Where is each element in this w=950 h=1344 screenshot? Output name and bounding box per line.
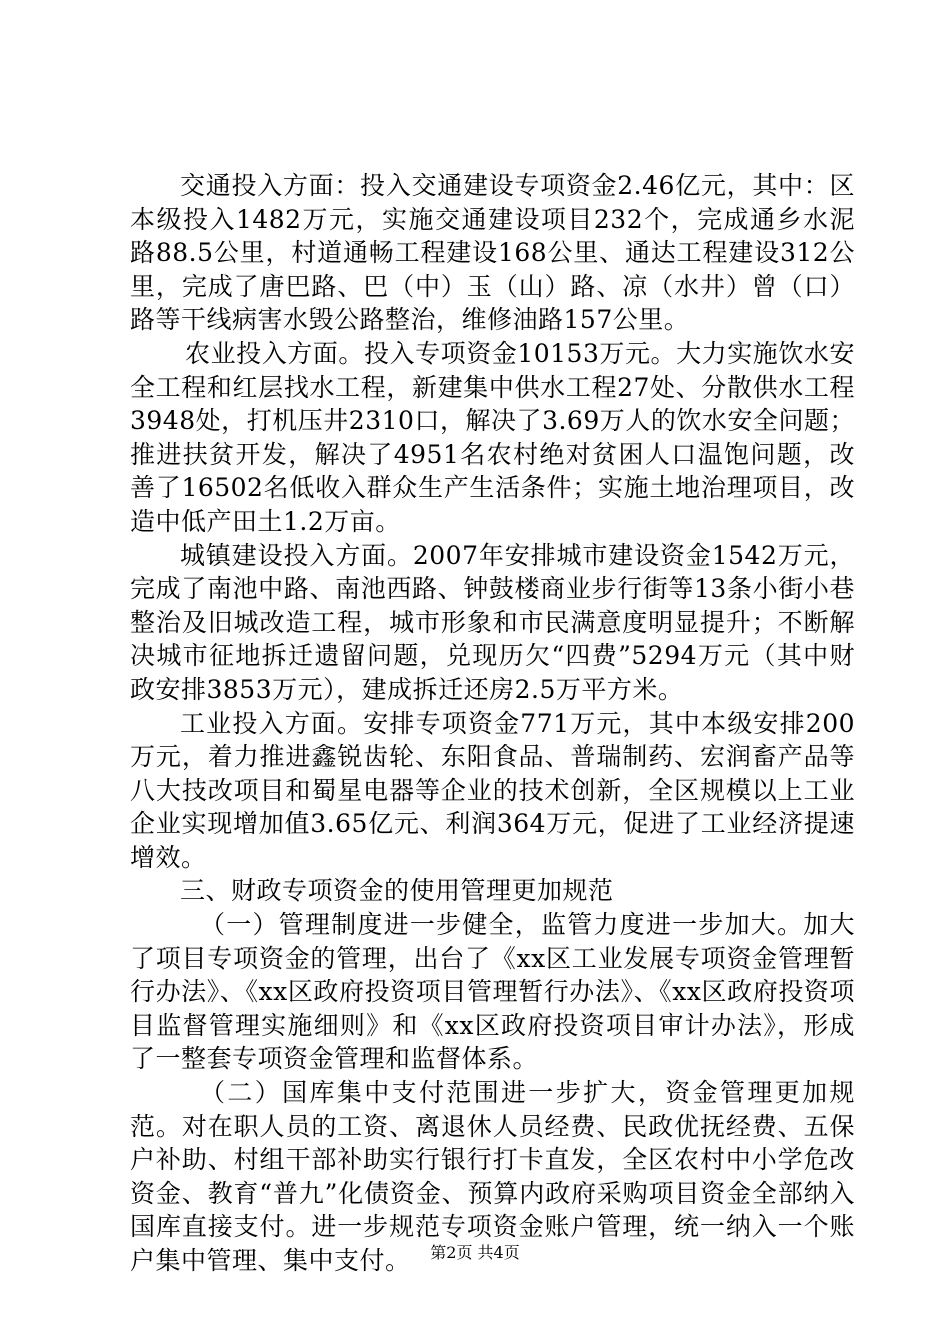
paragraph-transport: 交通投入方面：投入交通建设专项资金2.46亿元，其中：区本级投入1482万元，实施交通建设项目232个，完成通乡水泥路88.5公里，村道通畅工程建设168公里、通达工程建设312公里，完成了唐巴路、巴（中）玉（山）路、凉（水井）曾（口）路等干线病害水毁公路整治，维修油路157公里。 xyxy=(130,171,855,335)
page-footer: 第2页 共4页 xyxy=(430,1243,520,1262)
paragraph-industry: 工业投入方面。安排专项资金771万元，其中本级安排200万元，着力推进鑫锐齿轮、东阳食品、普瑞制药、宏润畜产品等八大技改项目和蜀星电器等企业的技术创新，全区规模以上工业企业实现增加值3.65亿元、利润364万元，促进了工业经济提速增效。 xyxy=(130,708,855,872)
paragraph-management-system: （一）管理制度进一步健全，监管力度进一步加大。加大了项目专项资金的管理，出台了《xx区工业发展专项资金管理暂行办法》、《xx区政府投资项目管理暂行办法》、《xx区政府投资项目监督管理实施细则》和《xx区政府投资项目审计办法》，形成了一整套专项资金管理和监督体系。 xyxy=(130,910,855,1074)
section-heading: 三、财政专项资金的使用管理更加规范 xyxy=(180,876,614,906)
paragraph-treasury-payment: （二）国库集中支付范围进一步扩大，资金管理更加规范。对在职人员的工资、离退休人员经费、民政优抚经费、五保户补助、村组干部补助实行银行打卡直发，全区农村中小学危改资金、教育“普九”化债资金、预算内政府采购项目资金全部纳入国库直接支付。进一步规范专项资金账户管理，统一纳入一个账户集中管理、集中支付。 xyxy=(130,1078,855,1275)
paragraph-agriculture: 农业投入方面。投入专项资金10153万元。大力实施饮水安全工程和红层找水工程，新建集中供水工程27处、分散供水工程3948处，打机压井2310口，解决了3.69万人的饮水安全问题；推进扶贫开发，解决了4951名农村绝对贫困人口温饱问题，改善了16502名低收入群众生产生活条件；实施土地治理项目，改造中低产田土1.2万亩。 xyxy=(130,338,855,536)
paragraph-urban-construction: 城镇建设投入方面。2007年安排城市建设资金1542万元，完成了南池中路、南池西路、钟鼓楼商业步行街等13条小街小巷整治及旧城改造工程，城市形象和市民满意度明显提升；不断解决城市征地拆迁遗留问题，兑现历欠“四费”5294万元（其中财政安排3853万元），建成拆迁还房2.5万平方米。 xyxy=(130,540,855,704)
document-body xyxy=(130,169,855,1278)
